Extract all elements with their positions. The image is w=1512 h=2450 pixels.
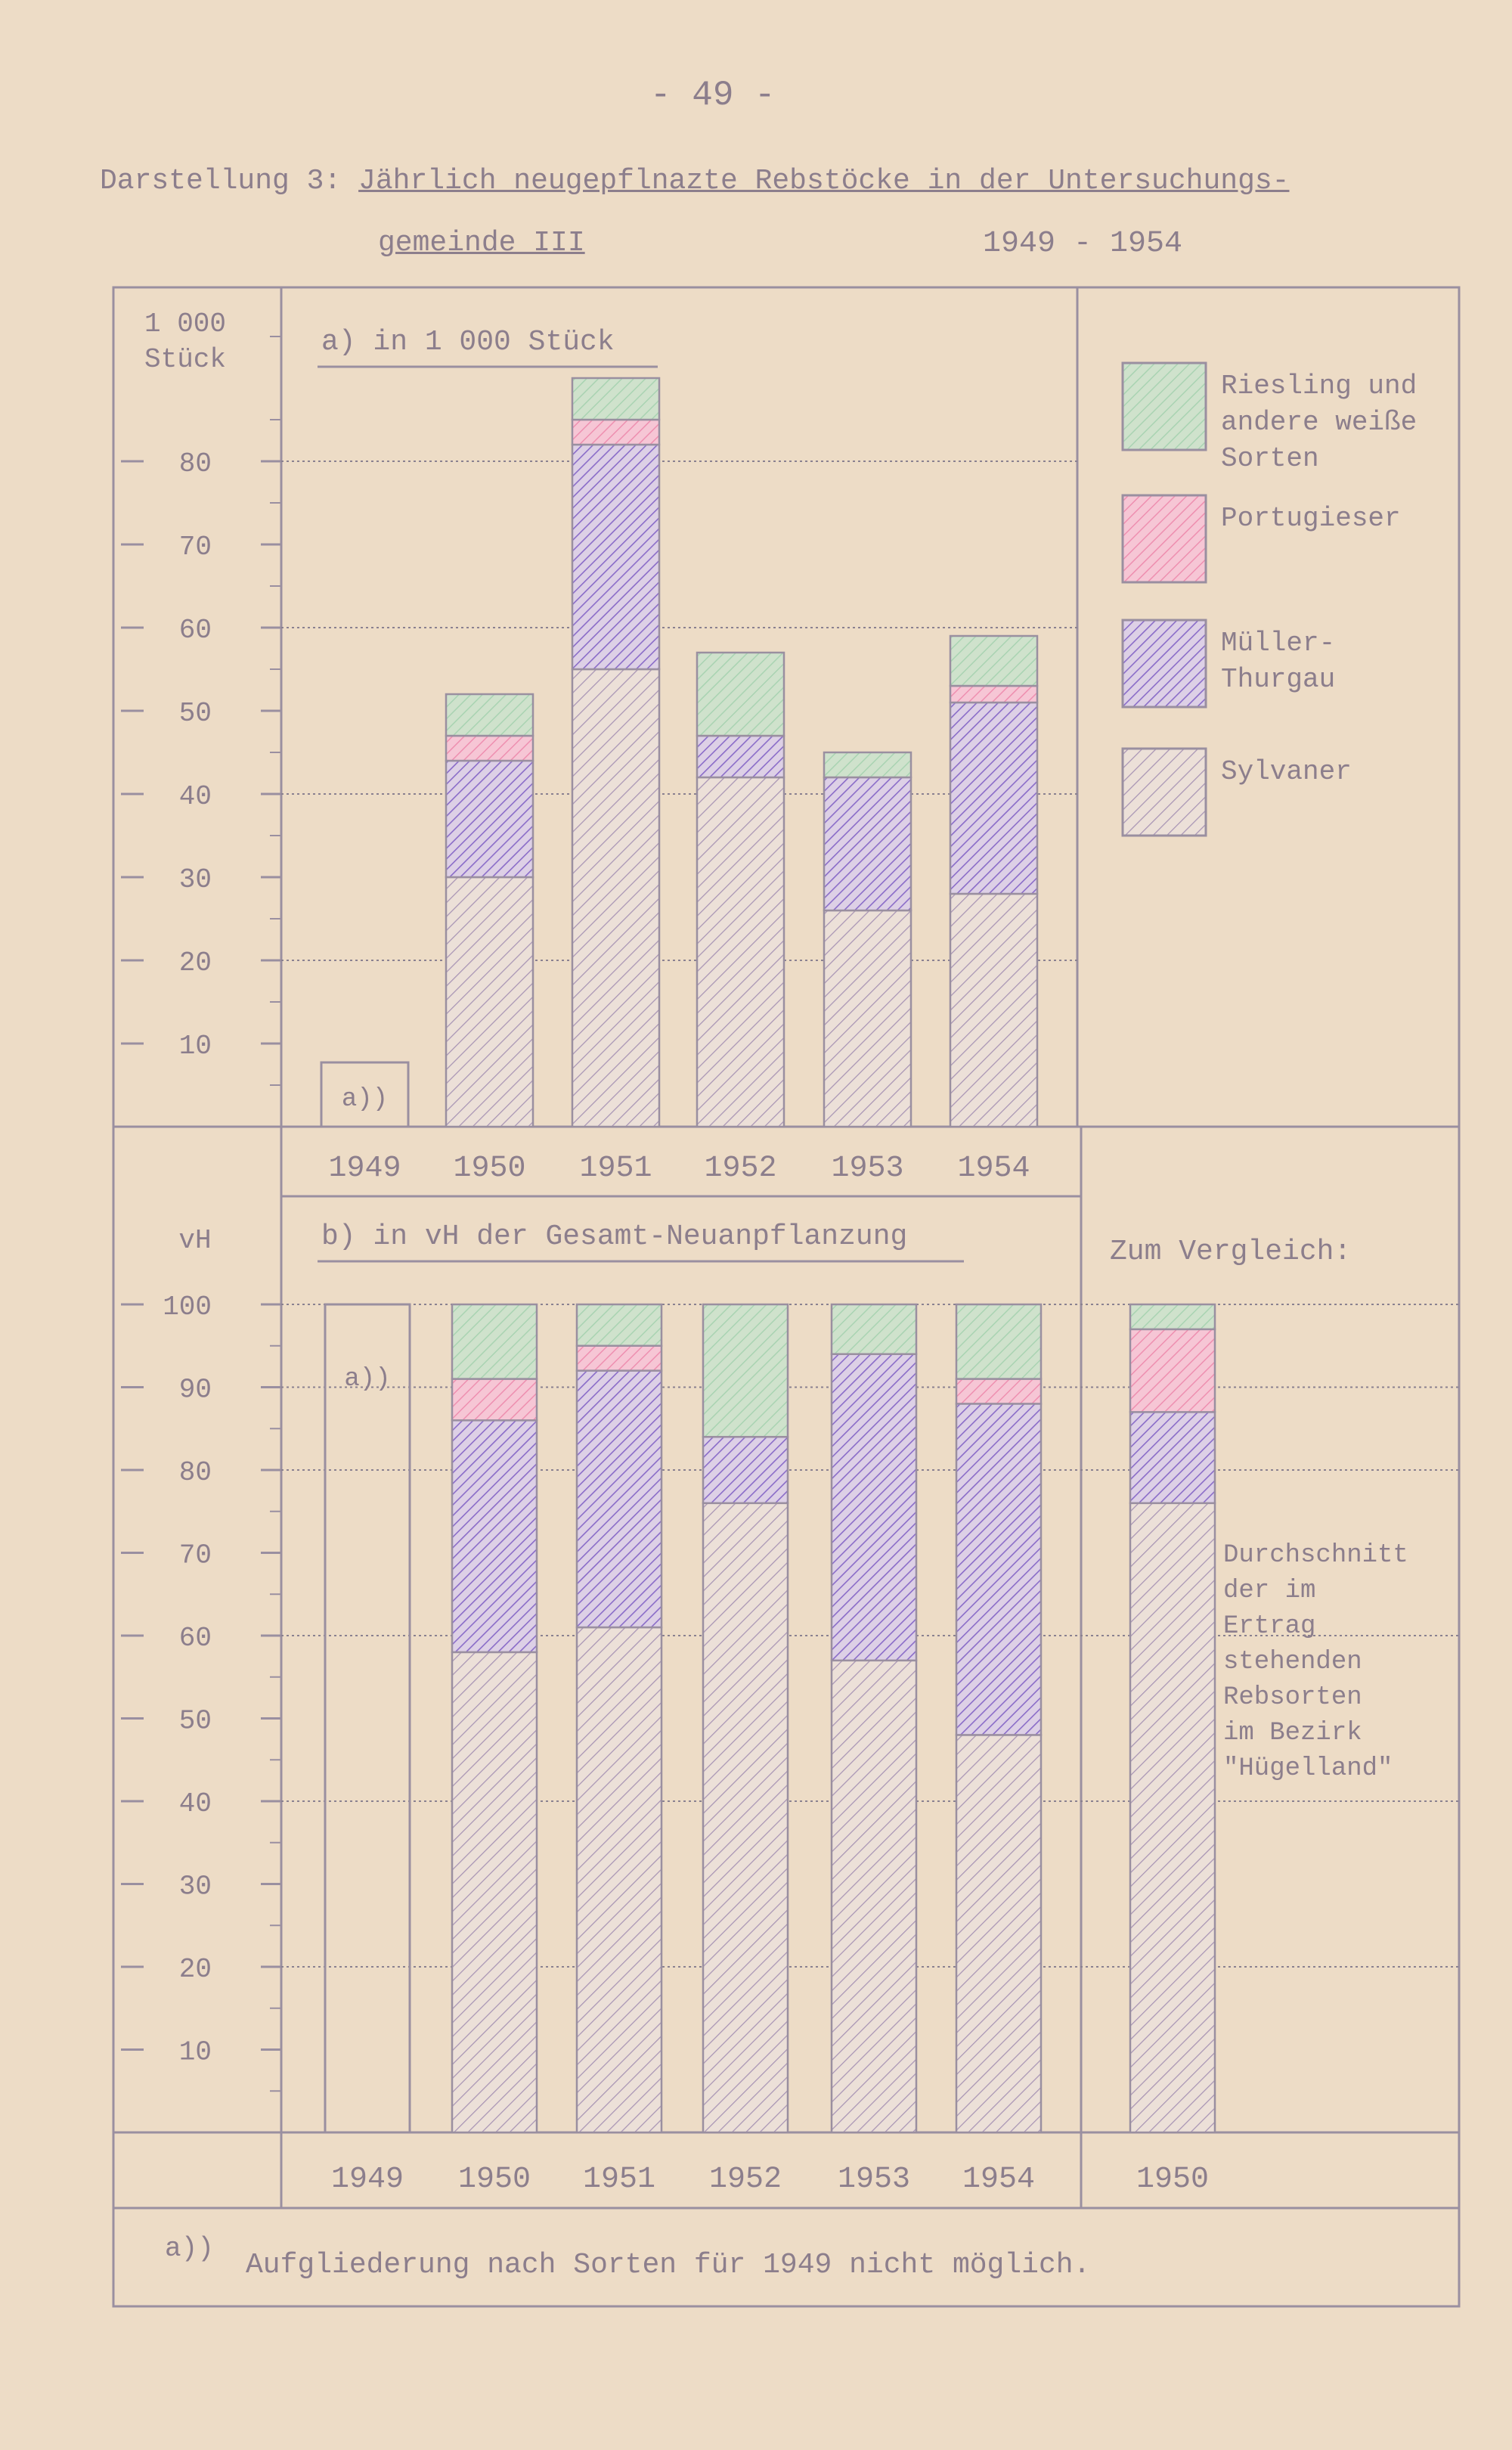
chart-title-years: 1949 - 1954: [983, 227, 1183, 261]
a-bar-1952-sylvaner: [697, 777, 784, 1127]
a-y-tick-label-60: 60: [178, 615, 212, 646]
a-bar-1951-riesling: [572, 378, 659, 420]
comparison-label-line-5: im Bezirk: [1223, 1719, 1362, 1748]
a-x-label-1950: 1950: [453, 1152, 526, 1186]
b-y-tick-label-10: 10: [178, 2036, 212, 2068]
a-bar-1953-sylvaner: [824, 910, 911, 1127]
a-y-tick-label-50: 50: [178, 698, 212, 729]
b-bar-1951-sylvaner: [577, 1627, 662, 2132]
a-bar-1950-portugieser: [446, 736, 533, 761]
b-bar-1952-sylvaner: [703, 1503, 788, 2132]
b-bar-1954-portugieser: [956, 1379, 1041, 1404]
b-bar-1951-riesling: [577, 1304, 662, 1346]
a-bar-1951-mueller: [572, 445, 659, 669]
b-bar-1954-mueller: [956, 1403, 1041, 1735]
a-y-tick-label-40: 40: [178, 781, 212, 812]
legend-label-mueller-0: Müller-: [1221, 628, 1336, 659]
comparison-bar-mueller: [1130, 1412, 1215, 1503]
b-bar-1950-riesling: [452, 1304, 537, 1379]
comparison-x-label: 1950: [1136, 2163, 1210, 2197]
legend-label-portugieser-0: Portugieser: [1221, 503, 1401, 534]
b-y-tick-label-30: 30: [178, 1871, 212, 1903]
comparison-label-line-3: stehenden: [1223, 1648, 1362, 1676]
comparison-label-line-2: Ertrag: [1223, 1612, 1316, 1641]
a-bar-1953-mueller: [824, 777, 911, 910]
a-x-label-1953: 1953: [831, 1152, 904, 1186]
b-x-label-1951: 1951: [582, 2163, 656, 2197]
b-x-label-1952: 1952: [708, 2163, 782, 2197]
b-y-tick-label-20: 20: [178, 1954, 212, 1985]
a-x-label-1949: 1949: [328, 1152, 401, 1186]
a-x-label-1951: 1951: [579, 1152, 652, 1186]
b-bar-1950-mueller: [452, 1420, 537, 1652]
b-bar-1951-mueller: [577, 1371, 662, 1627]
b-y-unit: vH: [178, 1225, 212, 1256]
legend-swatch-sylvaner: [1123, 749, 1206, 836]
page-number: - 49 -: [650, 76, 776, 115]
a-y-tick-label-70: 70: [178, 532, 212, 563]
a-x-label-1954: 1954: [957, 1152, 1030, 1186]
a-bar-1952-mueller: [697, 736, 784, 777]
footnote-text: Aufgliederung nach Sorten für 1949 nicht möglich.: [246, 2249, 1091, 2281]
a-y-unit-line1: 1 000: [144, 309, 227, 340]
comparison-label-line-4: Rebsorten: [1223, 1683, 1362, 1712]
b-y-tick-label-50: 50: [178, 1705, 212, 1737]
a-bar-1954-mueller: [950, 702, 1037, 894]
b-bar-1953-sylvaner: [832, 1661, 916, 2132]
b-y-tick-label-60: 60: [178, 1623, 212, 1654]
b-y-tick-label-100: 100: [163, 1292, 212, 1323]
b-bar-1953-riesling: [832, 1304, 916, 1354]
b-x-label-1954: 1954: [962, 2163, 1036, 2197]
a-bar-1950-mueller: [446, 761, 533, 877]
a-bar-1953-riesling: [824, 752, 911, 777]
a-bar-1954-portugieser: [950, 686, 1037, 702]
b-bar-1950-sylvaner: [452, 1652, 537, 2132]
a-bar-1952-riesling: [697, 653, 784, 736]
b-bar-1951-portugieser: [577, 1346, 662, 1371]
comparison-bar-sylvaner: [1130, 1503, 1215, 2132]
comparison-heading: Zum Vergleich:: [1110, 1236, 1352, 1268]
legend-swatch-riesling: [1123, 363, 1206, 450]
b-bar-placeholder-1949: [325, 1304, 410, 2132]
b-bar-placeholder-label: a)): [344, 1365, 391, 1394]
a-x-label-1952: 1952: [704, 1152, 777, 1186]
a-y-tick-label-10: 10: [178, 1031, 212, 1062]
a-bar-1951-sylvaner: [572, 669, 659, 1127]
b-bar-1954-riesling: [956, 1304, 1041, 1379]
legend-label-mueller-1: Thurgau: [1221, 664, 1336, 695]
comparison-label-line-6: "Hügelland": [1223, 1754, 1393, 1783]
b-x-label-1949: 1949: [330, 2163, 404, 2197]
a-bar-1950-sylvaner: [446, 877, 533, 1127]
a-bar-placeholder-label: a)): [341, 1085, 389, 1114]
b-bar-1952-mueller: [703, 1437, 788, 1503]
a-y-unit-line2: Stück: [144, 344, 227, 375]
a-bar-1954-riesling: [950, 636, 1037, 686]
b-bar-1952-riesling: [703, 1304, 788, 1437]
b-y-tick-label-40: 40: [178, 1788, 212, 1819]
legend-swatch-mueller: [1123, 620, 1206, 707]
b-x-label-1953: 1953: [837, 2163, 911, 2197]
b-y-tick-label-70: 70: [178, 1540, 212, 1571]
a-y-tick-label-30: 30: [178, 864, 212, 895]
comparison-bar-portugieser: [1130, 1329, 1215, 1413]
a-panel-title: a) in 1 000 Stück: [321, 326, 615, 358]
legend-swatch-portugieser: [1123, 495, 1206, 582]
title-main: Jährlich neugepflnazte Rebstöcke in der Untersuchungs-: [358, 165, 1290, 197]
a-y-tick-label-80: 80: [178, 448, 212, 479]
title-prefix: Darstellung 3:: [100, 165, 342, 197]
legend-label-sylvaner-0: Sylvaner: [1221, 756, 1352, 787]
a-bar-1950-riesling: [446, 694, 533, 736]
comparison-label-line-0: Durchschnitt: [1223, 1541, 1408, 1570]
b-x-label-1950: 1950: [457, 2163, 531, 2197]
b-y-tick-label-80: 80: [178, 1457, 212, 1488]
b-bar-1953-mueller: [832, 1354, 916, 1661]
legend-label-riesling-1: andere weiße: [1221, 407, 1418, 438]
footnote-marker: a)): [165, 2233, 214, 2264]
b-y-tick-label-90: 90: [178, 1374, 212, 1406]
legend-label-riesling-0: Riesling und: [1221, 371, 1418, 402]
a-y-tick-label-20: 20: [178, 947, 212, 978]
chart-title-line2: gemeinde III: [378, 227, 585, 259]
a-bar-1951-portugieser: [572, 420, 659, 445]
legend-label-riesling-2: Sorten: [1221, 443, 1319, 474]
b-panel-title: b) in vH der Gesamt-Neuanpflanzung: [321, 1220, 908, 1253]
b-bar-1950-portugieser: [452, 1379, 537, 1421]
comparison-bar-riesling: [1130, 1304, 1215, 1329]
b-bar-1954-sylvaner: [956, 1735, 1041, 2132]
a-bar-1954-sylvaner: [950, 894, 1037, 1127]
comparison-label-line-1: der im: [1223, 1577, 1316, 1605]
